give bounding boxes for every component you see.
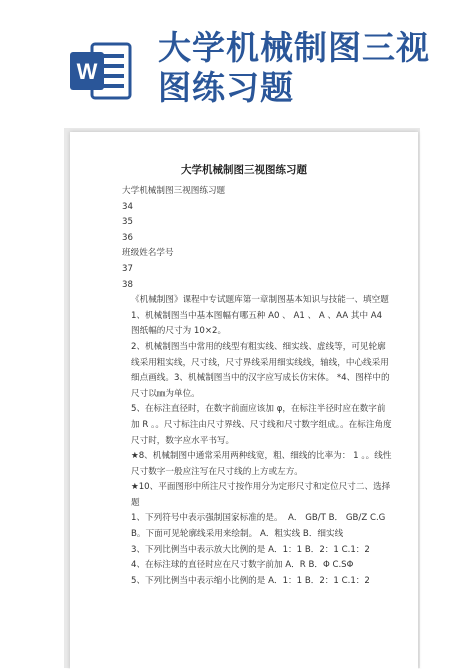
document-line: 大学机械制图三视图练习题 xyxy=(122,186,226,196)
document-line: ★10、平面图形中所注尺寸按作用分为定形尺寸和定位尺寸二、选择题 xyxy=(131,482,391,508)
document-line: 38 xyxy=(122,279,133,290)
document-line: 36 xyxy=(122,232,133,243)
document-line: 《机械制图》课程中专试题库第一章制图基本知识与技能一、填空题 xyxy=(131,295,389,306)
document-line: 3、下列比例当中表示放大比例的是 A．1：1 B．2：1 C.1：2 xyxy=(131,544,370,555)
document-page xyxy=(70,132,418,669)
svg-text:W: W xyxy=(76,59,98,84)
document-line: 5、下列比例当中表示缩小比例的是 A．1：1 B．2：1 C.1：2 xyxy=(131,575,370,586)
header-banner xyxy=(0,0,474,118)
page-title: 大学机械制图三视图练习题 xyxy=(158,28,430,107)
document-line: 34 xyxy=(122,201,133,212)
document-line: 班级姓名学号 xyxy=(122,248,174,259)
word-document-icon xyxy=(68,38,134,104)
document-body xyxy=(122,184,392,589)
document-line: ★8、机械制图中通常采用两种线宽，粗、细线的比率为： 1 。。线性尺寸数字一般应注写在尺寸线的上方或左方。 xyxy=(131,451,392,477)
document-title: 大学机械制图三视图练习题 xyxy=(181,164,307,176)
document-line: 5、在标注直径时，在数字前面应该加 φ，在标注半径时应在数字前加 R 。。尺寸标注由尺寸界线、尺寸线和尺寸数字组成。。在标注角度尺寸时，数字应水平书写。 xyxy=(131,404,392,446)
document-line: 1、下列符号中表示强制国家标准的是。 A． GB/T B． GB/Z C.GB。下面可见轮廓线采用来绘制。 A．粗实线 B．细实线 xyxy=(131,513,386,540)
document-line: 2、机械制图当中常用的线型有粗实线、细实线、虚线等，可见轮廓线采用粗实线，尺寸线，尺寸界线采用细实线线，轴线，中心线采用细点画线。3、机械制图当中的汉字应写成长仿宋体。 *4、图样中的尺寸以㎜为单位。 xyxy=(131,341,390,399)
document-line: 37 xyxy=(122,263,133,274)
document-line: 35 xyxy=(122,217,133,228)
document-line: 1、机械制图当中基本图幅有哪五种 A0 、 A1 、 A 、AA 其中 A4 图纸幅的尺寸为 10×2。 xyxy=(131,310,385,337)
document-line: 4、在标注球的直径时应在尺寸数字前加 A．R B．Φ C.SΦ xyxy=(131,560,354,571)
